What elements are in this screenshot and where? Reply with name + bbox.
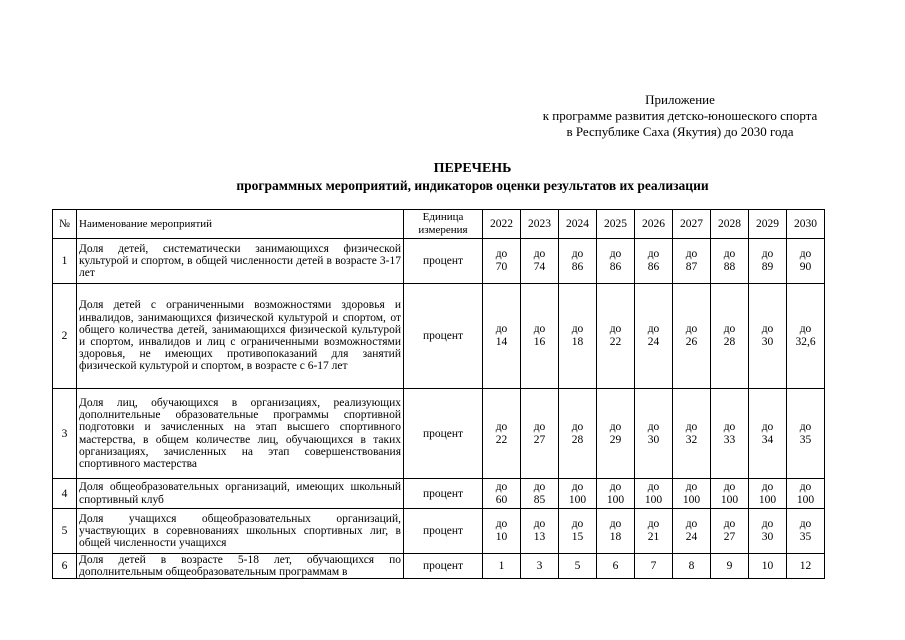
value-number: 74 <box>533 261 546 273</box>
year-value-cell <box>483 389 521 479</box>
row-number: 6 <box>53 554 77 579</box>
year-value-cell <box>521 389 559 479</box>
value-number: 85 <box>533 493 546 506</box>
value-prefix: до <box>799 518 812 530</box>
measure-name: Доля общеобразовательных организаций, имеющих школьный спортивный клуб <box>77 479 404 509</box>
value-prefix: до <box>533 420 546 433</box>
value-number: 35 <box>799 531 812 543</box>
unit-cell: процент <box>404 479 483 509</box>
value-number: 32,6 <box>795 336 816 348</box>
value-number: 87 <box>685 261 698 273</box>
value-number: 18 <box>609 531 622 543</box>
value-prefix: до <box>495 480 508 493</box>
value-number: 22 <box>495 433 508 446</box>
year-value-cell <box>483 284 521 389</box>
value-number: 10 <box>761 559 774 572</box>
value-number: 24 <box>647 336 660 348</box>
year-value-cell <box>635 479 673 509</box>
year-value-cell <box>787 389 825 479</box>
value-number: 24 <box>685 531 698 543</box>
table-header-row <box>53 210 825 239</box>
year-value-cell <box>749 389 787 479</box>
year-value-cell <box>635 284 673 389</box>
year-value-cell <box>597 239 635 284</box>
year-value-cell <box>673 239 711 284</box>
year-value-cell <box>597 509 635 554</box>
value-prefix: до <box>495 323 508 335</box>
value-number: 88 <box>723 261 736 273</box>
year-value-cell <box>483 554 521 579</box>
table-row <box>53 554 825 579</box>
value-number: 100 <box>682 493 701 506</box>
value-prefix: до <box>609 323 622 335</box>
value-prefix: до <box>723 248 736 260</box>
value-number: 30 <box>647 433 660 446</box>
year-value-cell <box>559 389 597 479</box>
year-value-cell <box>635 239 673 284</box>
value-number: 18 <box>571 336 584 348</box>
year-value-cell <box>787 554 825 579</box>
value-prefix: до <box>495 420 508 433</box>
year-value-cell <box>635 554 673 579</box>
value-number: 70 <box>495 261 508 273</box>
value-prefix: до <box>533 518 546 530</box>
year-value-cell <box>711 389 749 479</box>
value-prefix: до <box>533 248 546 260</box>
year-value-cell <box>673 284 711 389</box>
header-year: 2022 <box>483 210 521 239</box>
value-prefix: до <box>723 518 736 530</box>
measure-name: Доля учащихся общеобразовательных организаций, участвующих в соревнованиях школьных спортивных лиг, в общей численности учащихся <box>77 509 404 554</box>
table-row <box>53 239 825 284</box>
unit-cell: процент <box>404 389 483 479</box>
value-number: 60 <box>495 493 508 506</box>
value-number: 90 <box>799 261 812 273</box>
value-prefix: до <box>571 248 584 260</box>
value-prefix: до <box>571 323 584 335</box>
year-value-cell <box>559 509 597 554</box>
row-number: 5 <box>53 509 77 554</box>
measure-name: Доля детей с ограниченными возможностями здоровья и инвалидов, занимающихся физической культурой и спортом, от общего количества детей, занимающихся физической культурой и спортом, инвалидов и лиц с ограниченными возможностями здоровья, не имеющих противопоказаний для занятий физической культурой и спортом, в возрасте с 6-17 лет <box>77 284 404 389</box>
header-year: 2023 <box>521 210 559 239</box>
value-number: 15 <box>571 531 584 543</box>
value-prefix: до <box>533 323 546 335</box>
value-prefix: до <box>647 480 660 493</box>
year-value-cell <box>559 479 597 509</box>
value-number: 22 <box>609 336 622 348</box>
row-number: 1 <box>53 239 77 284</box>
value-number: 12 <box>799 559 812 572</box>
appendix-line-2: к программе развития детско-юношеского спорта <box>542 108 818 123</box>
value-prefix: до <box>761 518 774 530</box>
value-prefix: до <box>647 248 660 260</box>
value-number: 27 <box>533 433 546 446</box>
year-value-cell <box>483 479 521 509</box>
value-number: 21 <box>647 531 660 543</box>
year-value-cell <box>749 554 787 579</box>
header-year: 2028 <box>711 210 749 239</box>
value-prefix: до <box>647 323 660 335</box>
year-value-cell <box>483 239 521 284</box>
value-prefix: до <box>685 420 698 433</box>
year-value-cell <box>787 284 825 389</box>
value-number: 28 <box>723 336 736 348</box>
value-prefix: до <box>533 480 546 493</box>
value-number: 86 <box>647 261 660 273</box>
header-year: 2030 <box>787 210 825 239</box>
value-prefix: до <box>761 420 774 433</box>
year-value-cell <box>521 284 559 389</box>
value-number: 34 <box>761 433 774 446</box>
year-value-cell <box>787 509 825 554</box>
table-row <box>53 284 825 389</box>
year-value-cell <box>597 554 635 579</box>
header-unit: Единица измерения <box>404 210 483 239</box>
year-value-cell <box>483 509 521 554</box>
year-value-cell <box>673 389 711 479</box>
value-prefix: до <box>647 518 660 530</box>
value-prefix: до <box>799 420 812 433</box>
value-prefix: до <box>647 420 660 433</box>
value-number: 16 <box>533 336 546 348</box>
year-value-cell <box>521 509 559 554</box>
year-value-cell <box>521 239 559 284</box>
value-number: 28 <box>571 433 584 446</box>
value-prefix: до <box>685 323 698 335</box>
value-number: 100 <box>796 493 815 506</box>
header-year: 2024 <box>559 210 597 239</box>
value-number: 100 <box>568 493 587 506</box>
year-value-cell <box>597 389 635 479</box>
header-year: 2027 <box>673 210 711 239</box>
year-value-cell <box>749 284 787 389</box>
value-prefix: до <box>799 323 812 335</box>
year-value-cell <box>673 509 711 554</box>
title-subheading: программных мероприятий, индикаторов оценки результатов их реализации <box>236 178 709 193</box>
year-value-cell <box>521 479 559 509</box>
value-prefix: до <box>685 518 698 530</box>
value-number: 30 <box>761 336 774 348</box>
year-value-cell <box>749 479 787 509</box>
value-number: 8 <box>688 559 695 572</box>
year-value-cell <box>749 239 787 284</box>
year-value-cell <box>559 239 597 284</box>
value-number: 5 <box>574 559 581 572</box>
value-number: 26 <box>685 336 698 348</box>
table-row <box>53 389 825 479</box>
year-value-cell <box>673 479 711 509</box>
unit-cell: процент <box>404 509 483 554</box>
year-value-cell <box>673 554 711 579</box>
appendix-line-1: Приложение <box>645 92 715 107</box>
value-prefix: до <box>609 420 622 433</box>
value-number: 29 <box>609 433 622 446</box>
header-num: № <box>53 210 77 239</box>
header-year: 2025 <box>597 210 635 239</box>
header-name: Наименование мероприятий <box>77 210 404 239</box>
measure-name: Доля детей, систематически занимающихся физической культурой и спортом, в общей численности детей в возрасте 3-17 лет <box>77 239 404 284</box>
year-value-cell <box>711 239 749 284</box>
header-year: 2026 <box>635 210 673 239</box>
value-prefix: до <box>495 518 508 530</box>
indicators-table <box>52 209 825 579</box>
value-prefix: до <box>495 248 508 260</box>
table-row <box>53 479 825 509</box>
measure-name: Доля детей в возрасте 5-18 лет, обучающихся по дополнительным общеобразовательным программам в <box>77 554 404 579</box>
year-value-cell <box>711 479 749 509</box>
measure-name: Доля лиц, обучающихся в организациях, реализующих дополнительные образовательные программы спортивной подготовки и зачисленных на этап высшего спортивного мастерства, в общем количестве лиц, обучающихся в таких организациях, зачисленных на этап совершенствования спортивного мастерства <box>77 389 404 479</box>
value-number: 100 <box>758 493 777 506</box>
value-prefix: до <box>761 480 774 493</box>
value-prefix: до <box>761 323 774 335</box>
value-number: 100 <box>644 493 663 506</box>
value-prefix: до <box>571 480 584 493</box>
row-number: 2 <box>53 284 77 389</box>
value-number: 14 <box>495 336 508 348</box>
value-number: 7 <box>650 559 657 572</box>
value-prefix: до <box>723 323 736 335</box>
value-prefix: до <box>799 248 812 260</box>
unit-cell: процент <box>404 284 483 389</box>
year-value-cell <box>749 509 787 554</box>
value-number: 32 <box>685 433 698 446</box>
year-value-cell <box>521 554 559 579</box>
value-prefix: до <box>723 420 736 433</box>
value-number: 10 <box>495 531 508 543</box>
row-number: 3 <box>53 389 77 479</box>
value-number: 89 <box>761 261 774 273</box>
year-value-cell <box>711 554 749 579</box>
value-number: 9 <box>726 559 733 572</box>
value-number: 27 <box>723 531 736 543</box>
year-value-cell <box>597 479 635 509</box>
year-value-cell <box>559 554 597 579</box>
year-value-cell <box>597 284 635 389</box>
value-prefix: до <box>609 248 622 260</box>
value-number: 35 <box>799 433 812 446</box>
value-prefix: до <box>799 480 812 493</box>
value-prefix: до <box>571 518 584 530</box>
year-value-cell <box>635 509 673 554</box>
value-number: 33 <box>723 433 736 446</box>
value-number: 86 <box>571 261 584 273</box>
value-prefix: до <box>571 420 584 433</box>
value-number: 1 <box>498 559 505 572</box>
value-prefix: до <box>609 480 622 493</box>
year-value-cell <box>787 239 825 284</box>
table-row <box>53 509 825 554</box>
value-number: 100 <box>606 493 625 506</box>
year-value-cell <box>711 509 749 554</box>
year-value-cell <box>787 479 825 509</box>
document-title <box>0 160 905 194</box>
appendix-line-3: в Республике Саха (Якутия) до 2030 года <box>566 124 794 139</box>
header-year: 2029 <box>749 210 787 239</box>
value-number: 6 <box>612 559 619 572</box>
value-prefix: до <box>685 480 698 493</box>
year-value-cell <box>711 284 749 389</box>
value-number: 30 <box>761 531 774 543</box>
unit-cell: процент <box>404 239 483 284</box>
year-value-cell <box>635 389 673 479</box>
value-prefix: до <box>723 480 736 493</box>
value-prefix: до <box>685 248 698 260</box>
value-number: 13 <box>533 531 546 543</box>
appendix-note <box>470 92 890 140</box>
value-number: 100 <box>720 493 739 506</box>
value-number: 86 <box>609 261 622 273</box>
unit-cell: процент <box>404 554 483 579</box>
value-prefix: до <box>609 518 622 530</box>
value-number: 3 <box>536 559 543 572</box>
year-value-cell <box>559 284 597 389</box>
row-number: 4 <box>53 479 77 509</box>
title-heading: ПЕРЕЧЕНЬ <box>433 161 512 176</box>
table-body <box>53 239 825 579</box>
value-prefix: до <box>761 248 774 260</box>
